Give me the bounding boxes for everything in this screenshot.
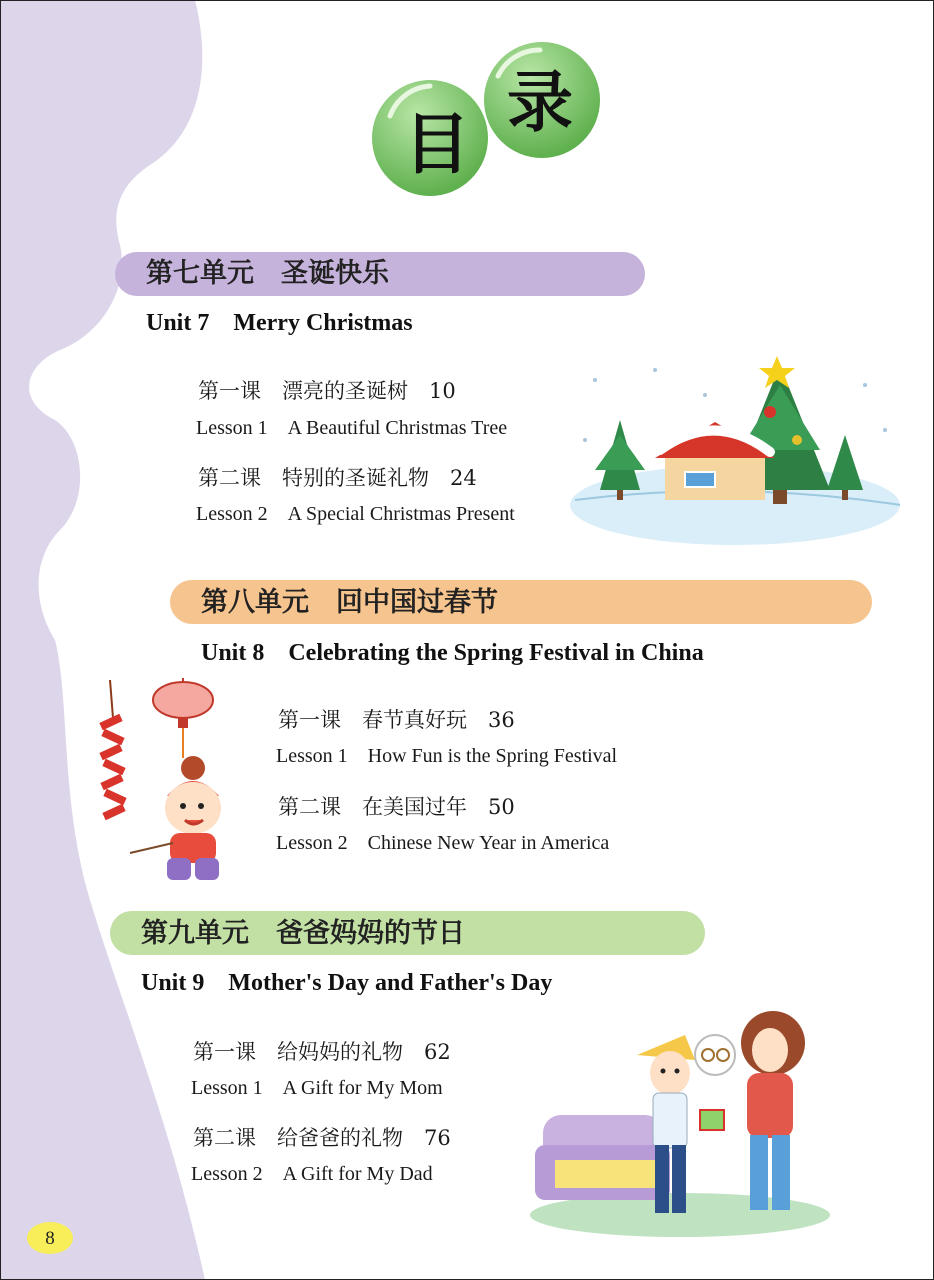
unit9-lesson1-cn[interactable]: 第一课 给妈妈的礼物 62 — [193, 1040, 451, 1064]
unit9-lesson1-en[interactable]: Lesson 1 A Gift for My Mom — [191, 1077, 443, 1099]
title-char-mu: 目 — [404, 106, 470, 183]
unit7-lesson2-cn[interactable]: 第二课 特别的圣诞礼物 24 — [198, 466, 477, 490]
unit9-cn-title: 第九单元 爸爸妈妈的节日 — [141, 918, 465, 949]
title-char-lu: 录 — [507, 64, 573, 141]
unit7-en-title: Unit 7 Merry Christmas — [146, 310, 413, 336]
christmas-tree-house-illustration — [565, 340, 905, 550]
unit9-lesson2-en[interactable]: Lesson 2 A Gift for My Dad — [191, 1163, 433, 1185]
unit7-lesson2-en[interactable]: Lesson 2 A Special Christmas Present — [196, 503, 515, 525]
unit8-en-title: Unit 8 Celebrating the Spring Festival in China — [201, 640, 704, 666]
unit7-lesson1-en[interactable]: Lesson 1 A Beautiful Christmas Tree — [196, 417, 508, 439]
unit8-lesson1-cn[interactable]: 第一课 春节真好玩 36 — [278, 708, 515, 732]
unit8-cn-title: 第八单元 回中国过春节 — [201, 587, 498, 618]
unit9-lesson2-cn[interactable]: 第二课 给爸爸的礼物 76 — [193, 1126, 451, 1150]
unit8-lesson2-cn[interactable]: 第二课 在美国过年 50 — [278, 795, 515, 819]
page-number: 8 — [45, 1228, 55, 1249]
gift-to-mom-illustration — [525, 995, 835, 1240]
unit8-lesson2-en[interactable]: Lesson 2 Chinese New Year in America — [276, 832, 610, 854]
unit7-cn-title: 第七单元 圣诞快乐 — [146, 258, 389, 289]
unit9-en-title: Unit 9 Mother's Day and Father's Day — [141, 970, 553, 996]
unit8-lesson1-en[interactable]: Lesson 1 How Fun is the Spring Festival — [276, 745, 618, 767]
unit7-lesson1-cn[interactable]: 第一课 漂亮的圣诞树 10 — [198, 379, 456, 403]
firecracker-child-illustration — [95, 678, 245, 893]
